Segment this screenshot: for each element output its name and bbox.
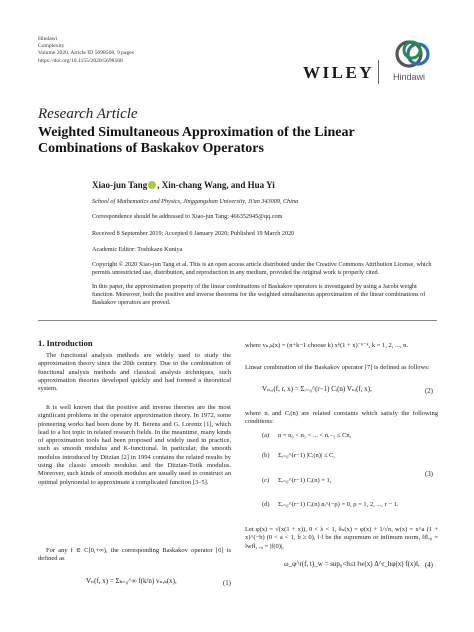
condition-text: n = n₀ < n₁ < ... < nᵣ₋₁ ≤ Cn,: [278, 432, 352, 439]
condition-text: Σᵢ₌₀^(r−1) |Cᵢ(n)| ≤ C,: [278, 452, 335, 459]
orcid-icon[interactable]: [148, 181, 156, 189]
equation-weighted-modulus: ω_φ^r(f, t)_w = sup₀<h≤t ‖w(x) Δ^r_hφ(x) f(x)‖,: [284, 560, 420, 568]
paragraph: The functional analysis methods are widely used to study the approximation theory since the 20th century. Due to the combination of functional analysis methods and classical analysis techniques, such approximation theories developed quickly and had formed a theoretical system.: [38, 352, 231, 393]
doi-link[interactable]: https://doi.org/10.1155/2020/5698568: [38, 57, 123, 64]
logo-divider: [378, 60, 379, 84]
condition-text: Σᵢ₌₀^(r−1) Cᵢ(n) nᵢ^(−ρ) = 0, ρ = 1, 2, ..., r − 1.: [278, 501, 399, 508]
affiliation: School of Mathematics and Physics, Jinggangshan University, Ji'an 343009, China: [92, 198, 299, 205]
meta-line: Volume 2020, Article ID 5698568, 9 pages: [38, 50, 134, 57]
paragraph: Linear combination of the Baskakov operator [7] is defined as follows:: [245, 364, 430, 371]
author-list: [92, 180, 275, 190]
hindawi-rings-icon: [390, 36, 436, 72]
equation-number: (4): [425, 562, 433, 569]
correspondence: Correspondence should be addressed to Xiao-jun Tang; 466352945@qq.com: [92, 213, 283, 220]
condition-label: (b): [262, 452, 270, 459]
section-divider: [38, 320, 437, 321]
meta-line: Hindawi: [38, 36, 58, 42]
paragraph: where vₙ,ₖ(x) = (n+k−1 choose k) xᵏ(1 + x)⁻ⁿ⁻ᵏ, k = 1, 2, ..., n.: [245, 342, 409, 349]
equation-baskakov-operator: Vₙ(f, x) = Σₖ₌₀^∞ f(k/n) vₙ,ₖ(x),: [86, 577, 177, 585]
condition-text: Σᵢ₌₀^(r−1) Cᵢ(n) = 1,: [278, 477, 332, 484]
equation-number: (1): [223, 580, 231, 587]
journal-meta: [38, 36, 134, 65]
article-dates: Received 8 September 2019; Accepted 6 January 2020; Published 19 March 2020: [92, 230, 295, 237]
equation-number: (3): [425, 471, 433, 478]
abstract: In this paper, the approximation property of the linear combinations of Baskakov operators is investigated by using a Jacobi weight function. Moreover, both the positive and inverse theorems for the weighted simultaneous approximation of the linear combinations of Baskakov operators are proved.: [92, 283, 426, 306]
article-type: Research Article: [38, 106, 138, 122]
paragraph: It is well known that the positive and inverse theories are the most significant problems in the operator approximation theory. In 1972, some pioneering works had been done by H. Berens and G. Lorentz [1], which lead to a hot topic in related research fields. In the meantime, many kinds of approximation tools had been proposed and widely used in practice, such as smooth modulus and K-functional. In particular, the smooth modulus introduced by Ditzian [2] in 1994 contains the related results by using the classic smooth modulus and the Ditzian-Totik modulus. Moreover, such kinds of smooth modulus are usually used to construct an optimal polynomial to approximate a complicated function [3–5].: [38, 404, 231, 486]
section-heading: 1. Introduction: [38, 338, 93, 348]
author-name[interactable]: Xiao-jun Tang: [92, 180, 148, 190]
article-title: Weighted Simultaneous Approximation of the Linear Combinations of Baskakov Operators: [38, 125, 355, 156]
condition-label: (d): [262, 501, 270, 508]
author-names-rest: , Xin-chang Wang, and Hua Yi: [157, 180, 275, 190]
meta-line: Complexity: [38, 43, 65, 50]
paragraph: For any f ∈ C[0,+∞), the corresponding Baskakov operator [6] is defined as: [38, 547, 231, 563]
condition-label: (a): [262, 432, 270, 439]
paragraph: where nᵢ and Cᵢ(n) are related constants which satisfy the following conditions:: [245, 410, 438, 426]
hindawi-logo-text: Hindawi: [393, 72, 426, 82]
condition-label: (c): [262, 477, 270, 484]
wiley-logo: WILEY: [303, 63, 375, 82]
equation-number: (2): [425, 388, 433, 395]
copyright-notice: Copyright © 2020 Xiao-jun Tang et al. This is an open access article distributed under the Creative Commons Attribution License, which permits unrestricted use, distribution, and reproduction in any medium, provided the original work is properly cited.: [92, 261, 432, 276]
equation-linear-combination: Vₙ,ᵣ(f, r, x) = Σᵢ₌₀^(r−1) Cᵢ(n) Vₙᵢ(f, x),: [262, 385, 372, 393]
academic-editor: Academic Editor: Toshikazu Kuniya: [92, 246, 183, 253]
paragraph: Let φ(x) = √(x(1 + x)), 0 < λ < 1, δₙ(x) = φ(x) + 1/√n, w(x) = x^a (1 + x)^(−b) (0 < a < 1, b ≥ 0), ‖·‖ be the supremum or infimum norm, ‖f‖ᵥ₀ = ‖wf‖, ᵥ₀ = |f(0)|,: [245, 526, 438, 550]
